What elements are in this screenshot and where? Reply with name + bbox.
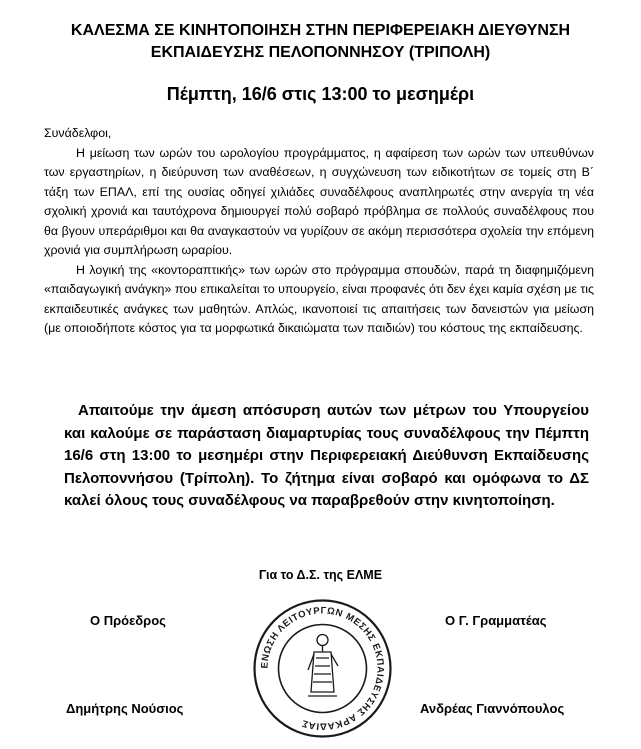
document-title: [40, 20, 601, 64]
president-name: Δημήτρης Νούσιος: [66, 701, 184, 716]
secretary-title: Ο Γ. Γραμματέας: [445, 613, 547, 628]
paragraph-2: Η λογική της «κοντοραπτικής» των ωρών στο πρόγραμμα σπουδών, παρά τη διαφημιζόμενη «παιδαγωγική ανάγκη» που επικαλείται το υπουργείο, είναι προφανές ότι δεν έχει καμία σχέση με τις εκπαιδευτικές ανάγκες των μαθητών. Απλώς, ικανοποιεί τις απαιτήσεις των δανειστών για μείωση (με οποιοδήποτε κόστος για τα μορφωτικά δικαιώματα των παιδιών) του κόστους της εκπαίδευσης.: [44, 262, 594, 335]
event-date-heading: Πέμπτη, 16/6 στις 13:00 το μεσημέρι: [166, 84, 475, 104]
paragraph-1: Η μείωση των ωρών του ωρολογίου προγράμματος, η αφαίρεση των ωρών των υπευθύνων των εργαστηρίων, η διεύρυνση των αναθέσεων, η συγχώνευση των ειδικοτήτων σε τομείς στη Β΄ τάξη των ΕΠΑΛ, επί της ουσίας οδηγεί χιλιάδες συναδέλφους αναπληρωτές στην ανεργία τη νέα σχολική χρονιά και ταυτόχρονα δημιουργεί πολύ σοβαρό πρόβλημα σε πολλούς συναδέλφους που θα βγουν υπεράριθμοι και θα αναγκαστούν να γυρίζουν σε ακόμη περισσότερα σχολεία την επόμενη χρονιά για συμπλήρωση ωραρίου.: [44, 145, 594, 257]
title-line-1: ΚΑΛΕΣΜΑ ΣΕ ΚΙΝΗΤΟΠΟΙΗΣΗ ΣΤΗΝ ΠΕΡΙΦΕΡΕΙΑΚΗ ΔΙΕΥΘΥΝΣΗ: [70, 22, 571, 39]
official-stamp-icon: [250, 596, 395, 741]
letter-body: [44, 124, 594, 339]
stamp-outer-ring: [255, 601, 391, 737]
signature-heading: Για το Δ.Σ. της ΕΛΜΕ: [258, 568, 383, 582]
stamp-figure-icon: [308, 635, 338, 697]
stamp-ring-textpath: ΕΝΩΣΗ ΛΕΙΤΟΥΡΓΩΝ ΜΕΣΗΣ ΕΚΠΑΙΔΕΥΣΗΣ ΑΡΚΑΔΙΑΣ: [259, 605, 386, 732]
secretary-name: Ανδρέας Γιαννόπουλος: [420, 701, 565, 716]
salutation: Συνάδελφοι,: [44, 126, 112, 140]
president-title: Ο Πρόεδρος: [90, 613, 166, 628]
stamp-inner-ring: [279, 625, 367, 713]
demand-paragraph: Απαιτούμε την άμεση απόσυρση αυτών των μέτρων του Υπουργείου και καλούμε σε παράσταση διαμαρτυρίας τους συναδέλφους την Πέμπτη 16/6 στη 13:00 το μεσημέρι στην Περιφερειακή Διεύθυνση Εκπαίδευσης Πελοποννήσου (Τρίπολη). Το ζήτημα είναι σοβαρό και ομόφωνα το ΔΣ καλεί όλους τους συναδέλφους να παραβρεθούν στην κινητοποίηση.: [64, 402, 589, 509]
title-line-2: ΕΚΠΑΙΔΕΥΣΗΣ ΠΕΛΟΠΟΝΝΗΣΟΥ (ΤΡΙΠΟΛΗ): [150, 44, 491, 61]
